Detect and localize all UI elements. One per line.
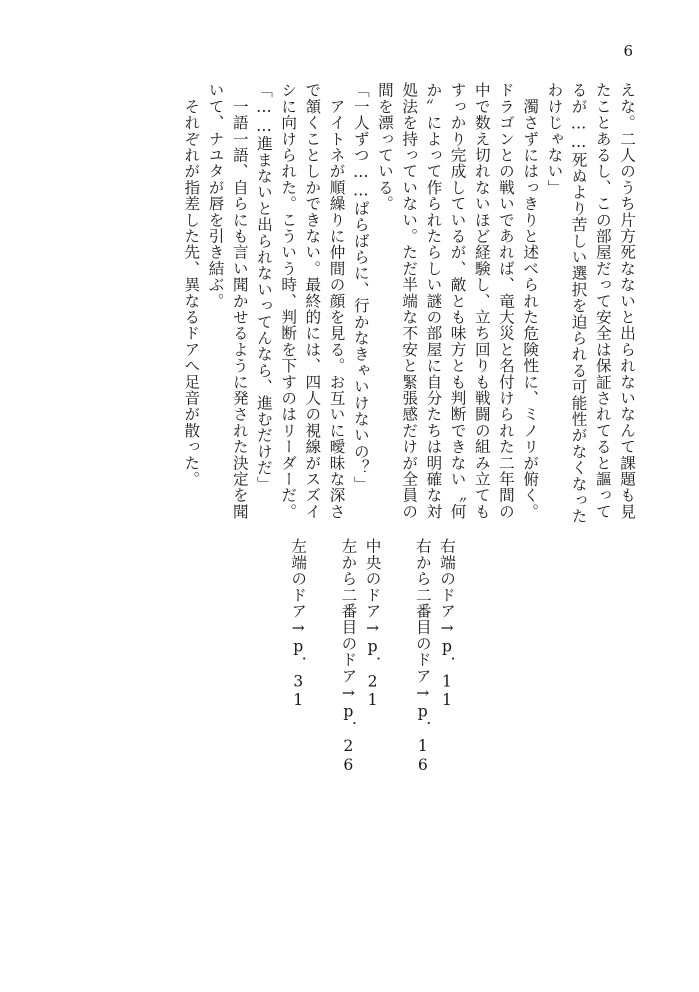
- choice-link-second-from-left-door[interactable]: 左から二番目のドア→p．26: [339, 538, 358, 775]
- body-line: で頷くことしかできない。最終的には、四人の視線がスズイ: [303, 82, 322, 520]
- body-line: わけじゃない」: [545, 82, 564, 196]
- choice-list: [286, 538, 459, 775]
- page-number: 6: [623, 42, 633, 60]
- choice-link-leftmost-door[interactable]: 左端のドア→p．31: [289, 538, 308, 710]
- body-line: いて、ナユタが唇を引き結ぶ。: [206, 82, 225, 309]
- body-line: それぞれが指差した先、異なるドアへ足音が散った。: [182, 82, 201, 487]
- body-line: シに向けられた。こういう時、判断を下すのはリーダーだ。: [279, 82, 298, 520]
- body-line: 中で数え切れないほど経験し、立ち回りも戦闘の組み立ても: [472, 82, 491, 520]
- choice-link-second-from-right-door[interactable]: 右から二番目のドア→p．16: [413, 538, 432, 775]
- body-line: 濁さずにはっきりと述べられた危険性に、ミノリが俯く。: [521, 82, 540, 520]
- body-line: すっかり完成しているが、敵とも味方とも判断できない〝何: [448, 82, 467, 520]
- choice-spacer: [385, 538, 411, 738]
- body-line: ドラゴンとの戦いであれば、竜大災と名付けられた二年間の: [496, 82, 515, 520]
- choice-link-center-door[interactable]: 中央のドア→p．21: [363, 538, 382, 710]
- body-line: るが……死ぬより苦しい選択を迫られる可能性がなくなった: [569, 82, 588, 525]
- body-line: 「一人ずつ……ばらばらに、行かなきゃいけないの？」: [351, 82, 370, 492]
- body-line: 間を漂っている。: [375, 82, 394, 212]
- body-line: 「……進まないと出られないってんなら、進むだけだ」: [254, 82, 273, 492]
- body-line: アイトネが順繰りに仲間の顔を見る。お互いに曖昧な深さ: [327, 82, 346, 520]
- body-line: 処法を持っていない。ただ半端な不安と緊張感だけが全員の: [400, 82, 419, 520]
- choice-link-rightmost-door[interactable]: 右端のドア→p．11: [438, 538, 456, 710]
- body-line: たことあるし、この部屋だって安全は保証されてると謳って: [593, 82, 612, 520]
- body-line: か〟によって作られたらしい謎の部屋に自分たちは明確な対: [424, 82, 443, 520]
- body-line: 一語一語、自らにも言い聞かせるように発された決定を聞: [230, 82, 249, 520]
- body-line: えな。二人のうち片方死なないと出られないなんて課題も見: [618, 82, 636, 520]
- choice-spacer: [310, 538, 336, 738]
